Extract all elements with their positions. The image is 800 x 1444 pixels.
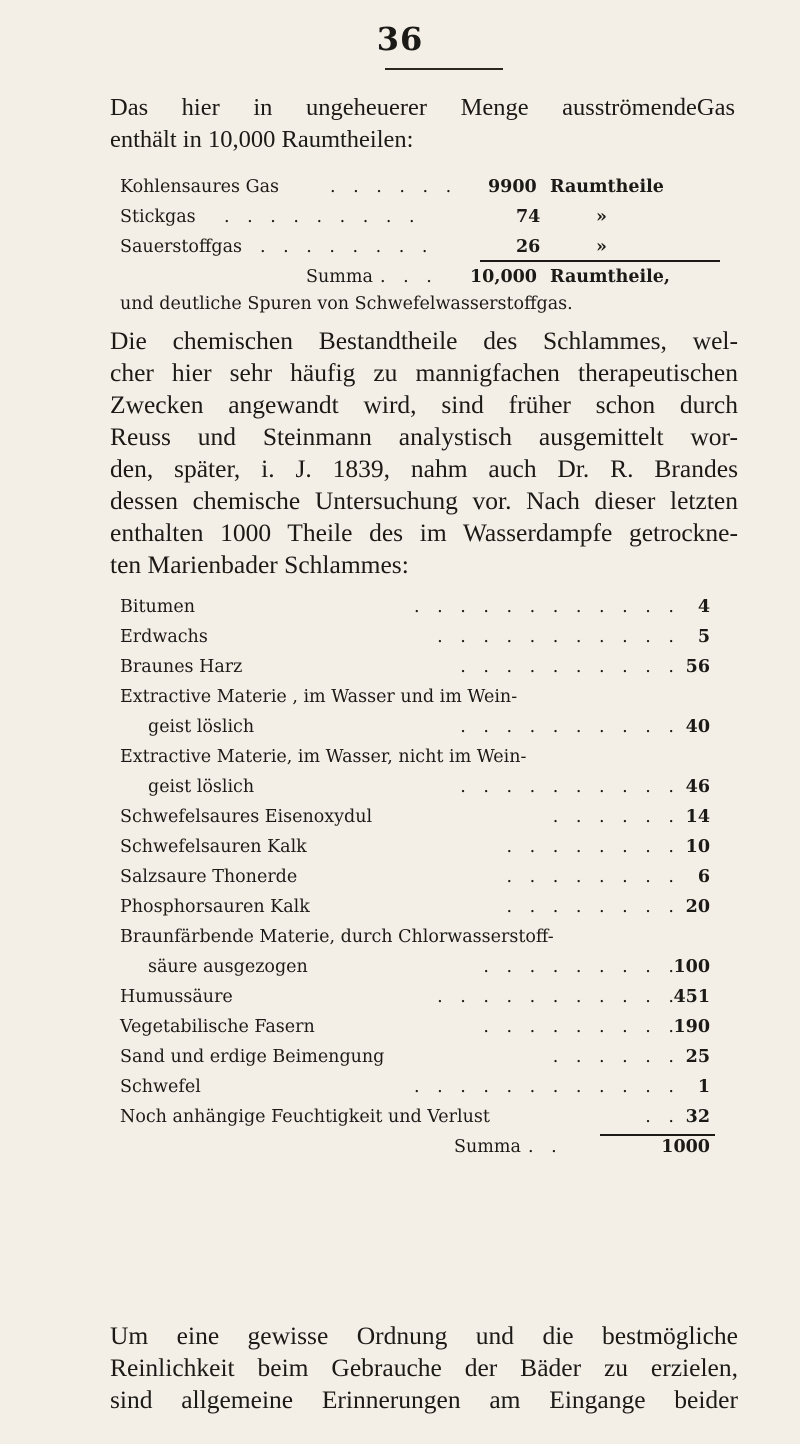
intro-line: Das hier in ungeheuerer Menge ausströmendeGas <box>110 94 735 121</box>
ingredient-label: Extractive Materie, im Wasser, nicht im Wein- <box>120 747 527 767</box>
leader-dots: . . . . . . . . <box>506 897 680 917</box>
leader-dots: . . . . . . <box>330 177 458 197</box>
leader-dots: . . . . . . . . <box>506 837 680 857</box>
body-line: dessen chemische Untersuchung vor. Nach dieser letzten <box>110 486 738 515</box>
gas-label: Stickgas <box>120 207 196 227</box>
ingredient-value: 6 <box>697 867 710 887</box>
leader-dots: . . <box>645 1107 680 1127</box>
table-row <box>120 1102 740 1132</box>
leader-dots: . . . . . . <box>552 807 680 827</box>
table-row <box>120 172 740 202</box>
gas-label: Kohlensaures Gas <box>120 177 279 197</box>
table-row <box>120 1012 740 1042</box>
intro-paragraph <box>110 92 735 156</box>
body-line: enthalten 1000 Theile des im Wasserdampfe getrockne- <box>110 518 738 547</box>
sum-value: 10,000 <box>470 267 537 287</box>
gas-unit: Raumtheile <box>550 177 664 197</box>
sum-unit: Raumtheile, <box>550 267 670 287</box>
ingredient-value: 56 <box>685 657 710 677</box>
body-line: cher hier sehr häufig zu mannigfachen therapeutischen <box>110 358 738 387</box>
sum-label: Summa <box>454 1137 521 1157</box>
leader-dots: . . . . . . . . <box>506 867 680 887</box>
table-row <box>120 802 740 832</box>
ingredient-value: 451 <box>673 987 710 1007</box>
leader-dots: . . . . . . <box>552 1047 680 1067</box>
leader-dots: . . . . . . . . . . <box>460 657 680 677</box>
leader-dots: . . . . . . . . . . . <box>437 987 680 1007</box>
ingredient-label: Phosphorsauren Kalk <box>120 897 310 917</box>
table-row <box>120 592 740 622</box>
table-row <box>120 922 740 952</box>
ingredient-label: Noch anhängige Feuchtigkeit und Verlust <box>120 1107 490 1127</box>
gas-value: 74 <box>516 207 541 227</box>
table-row <box>120 232 740 262</box>
leader-dots: . . . . . . . . . . . . <box>414 597 680 617</box>
page-number-rule <box>385 68 503 70</box>
leader-dots: . . . . . . . . . . . <box>437 627 680 647</box>
ingredient-value: 14 <box>685 807 710 827</box>
body-line: ten Marienbader Schlammes: <box>110 550 409 579</box>
closing-line: sind allgemeine Erinnerungen am Eingange beider <box>110 1385 738 1414</box>
gas-label: Sauerstoffgas <box>120 237 243 257</box>
ingredient-value: 4 <box>697 597 710 617</box>
leader-dots: . . . <box>380 267 438 287</box>
gas-composition-table <box>120 172 740 292</box>
ingredient-value: 20 <box>685 897 710 917</box>
ingredient-value: 190 <box>673 1017 710 1037</box>
sum-label: Summa <box>306 267 373 287</box>
ingredient-label: Bitumen <box>120 597 195 617</box>
leader-dots: . . . . . . . . . <box>483 1017 680 1037</box>
closing-line: Um eine gewisse Ordnung und die bestmögliche <box>110 1321 738 1350</box>
gas-unit: » <box>596 237 607 257</box>
page-number: 36 <box>376 20 424 58</box>
ingredient-value: 1 <box>697 1077 710 1097</box>
ingredient-label: säure ausgezogen <box>148 957 308 977</box>
sum-value: 1000 <box>661 1137 710 1157</box>
ingredient-label: Schwefelsauren Kalk <box>120 837 307 857</box>
table-row <box>120 622 740 652</box>
table-row <box>120 862 740 892</box>
gas-note: und deutliche Spuren von Schwefelwasserstoffgas. <box>120 294 573 314</box>
table-row <box>120 682 740 712</box>
leader-dots: . . . . . . . . <box>260 237 434 257</box>
table-row <box>120 712 740 742</box>
intro-line: enthält in 10,000 Raumtheilen: <box>110 126 414 153</box>
table-row <box>120 1072 740 1102</box>
ingredient-label: Schwefel <box>120 1077 201 1097</box>
ingredient-value: 25 <box>685 1047 710 1067</box>
closing-line: Reinlichkeit beim Gebrauche der Bäder zu erzielen, <box>110 1353 738 1382</box>
body-line: den, später, i. J. 1839, nahm auch Dr. R. Brandes <box>110 454 738 483</box>
leader-dots: . . . . . . . . . . <box>460 777 680 797</box>
ingredient-value: 40 <box>685 717 710 737</box>
gas-value: 26 <box>516 237 541 257</box>
table-row <box>120 202 740 232</box>
ingredient-label: Sand und erdige Beimengung <box>120 1047 385 1067</box>
table-sum-row <box>120 262 740 292</box>
ingredient-label: Vegetabilische Fasern <box>120 1017 315 1037</box>
ingredient-label: Extractive Materie , im Wasser und im Wein- <box>120 687 518 707</box>
ingredient-value: 10 <box>685 837 710 857</box>
table-row <box>120 1042 740 1072</box>
ingredient-label: Erdwachs <box>120 627 208 647</box>
table-row <box>120 952 740 982</box>
leader-dots: . . . . . . . . . <box>483 957 680 977</box>
ingredient-label: Braunfärbende Materie, durch Chlorwasserstoff- <box>120 927 554 947</box>
body-paragraph <box>110 325 738 581</box>
ingredient-value: 32 <box>685 1107 710 1127</box>
ingredient-value: 5 <box>697 627 710 647</box>
leader-dots: . . . . . . . . . . . . <box>414 1077 680 1097</box>
body-line: Reuss und Steinmann analystisch ausgemittelt wor- <box>110 422 738 451</box>
gas-value: 9900 <box>488 177 537 197</box>
ingredient-label: geist löslich <box>148 777 255 797</box>
leader-dots: . . . . . . . . . . <box>460 717 680 737</box>
table-row <box>120 892 740 922</box>
body-line: Die chemischen Bestandtheile des Schlammes, wel- <box>110 326 738 355</box>
body-line: Zwecken angewandt wird, sind früher schon durch <box>110 390 738 419</box>
table-row <box>120 832 740 862</box>
ingredient-label: Salzsaure Thonerde <box>120 867 298 887</box>
ingredient-value: 100 <box>673 957 710 977</box>
table-row <box>120 982 740 1012</box>
table-row <box>120 772 740 802</box>
leader-dots: . . <box>528 1137 563 1157</box>
ingredient-label: Humussäure <box>120 987 233 1007</box>
mud-composition-table <box>120 592 740 1162</box>
ingredient-label: Schwefelsaures Eisenoxydul <box>120 807 373 827</box>
ingredient-label: Braunes Harz <box>120 657 243 677</box>
leader-dots: . . . . . . . . . <box>224 207 421 227</box>
table-sum-row <box>120 1132 740 1162</box>
ingredient-value: 46 <box>685 777 710 797</box>
gas-unit: » <box>596 207 607 227</box>
closing-paragraph <box>110 1320 738 1416</box>
table-row <box>120 742 740 772</box>
ingredient-label: geist löslich <box>148 717 255 737</box>
table-row <box>120 652 740 682</box>
